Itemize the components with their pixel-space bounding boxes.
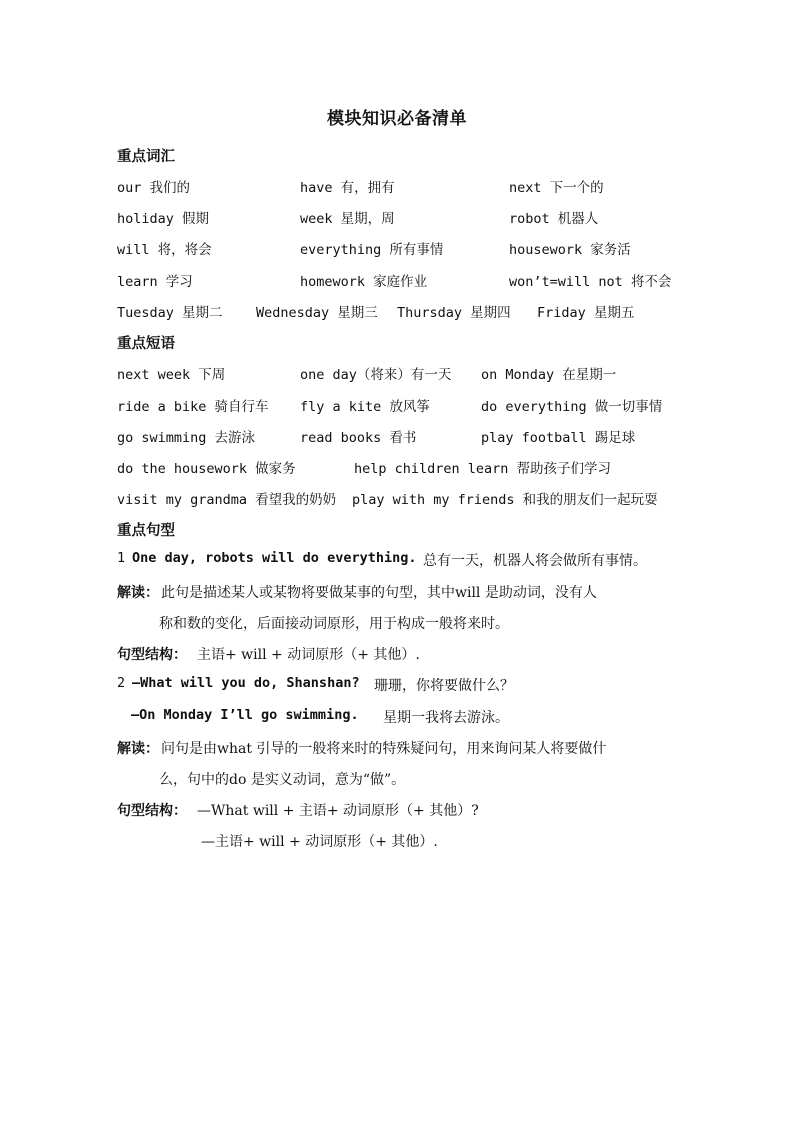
structure-text: —What will + 主语+ 动词原形（+ 其他）?: [197, 803, 479, 819]
phrase-row: [0, 395, 794, 417]
vocab-item: homework 家庭作业: [300, 274, 428, 290]
phrase-row: [0, 457, 794, 479]
phrase-item: ride a bike 骑自行车: [117, 399, 269, 415]
vocab-item: week 星期，周: [300, 211, 395, 227]
vocab-item: holiday 假期: [117, 211, 210, 227]
sentence-chinese: 星期一我将去游泳。: [383, 710, 509, 726]
vocab-item: have 有，拥有: [300, 180, 395, 196]
phrase-item: help children learn 帮助孩子们学习: [354, 461, 612, 477]
explanation-label: 解读：: [117, 585, 159, 601]
vocab-item: won’t=will not 将不会: [509, 274, 672, 290]
phrase-row: [0, 488, 794, 510]
structure-2-cont: [0, 831, 794, 853]
phrase-item: play football 踢足球: [481, 430, 636, 446]
vocab-row: [0, 176, 794, 198]
explanation-text: 么，句中的do 是实义动词，意为“做”。: [159, 772, 406, 788]
phrase-item: visit my grandma 看望我的奶奶: [117, 492, 337, 508]
sentences-heading: 重点句型: [117, 522, 175, 539]
phrase-item: play with my friends 和我的朋友们一起玩耍: [352, 492, 658, 508]
sentence-number: 1: [117, 550, 126, 566]
sentence-english: —On Monday I’ll go swimming.: [131, 707, 359, 723]
page-title: 模块知识必备清单: [327, 109, 467, 129]
phrase-item: do the housework 做家务: [117, 461, 296, 477]
phrase-item: fly a kite 放风筝: [300, 399, 430, 415]
phrase-row: [0, 363, 794, 385]
vocab-row: [0, 270, 794, 292]
vocab-row: [0, 207, 794, 229]
structure-label: 句型结构：: [117, 803, 187, 819]
vocab-item: Thursday 星期四: [397, 305, 511, 321]
vocab-item: next 下一个的: [509, 180, 604, 196]
phrase-item: read books 看书: [300, 430, 417, 446]
explanation-text: 问句是由what 引导的一般将来时的特殊疑问句，用来询问某人将要做什: [161, 741, 607, 757]
sentence-2-answer: [0, 707, 794, 729]
explanation-2: [0, 738, 794, 760]
phrase-row: [0, 426, 794, 448]
vocab-row: [0, 238, 794, 260]
vocab-item: Tuesday 星期二: [117, 305, 223, 321]
vocab-heading: 重点词汇: [117, 148, 175, 165]
explanation-1: [0, 582, 794, 604]
sentence-number: 2: [117, 675, 126, 691]
explanation-label: 解读：: [117, 741, 159, 757]
vocab-item: everything 所有事情: [300, 242, 444, 258]
vocab-item: our 我们的: [117, 180, 191, 196]
explanation-text: 称和数的变化，后面接动词原形，用于构成一般将来时。: [159, 616, 509, 632]
structure-text: 主语+ will + 动词原形（+ 其他）.: [197, 647, 420, 663]
sentence-chinese: 总有一天，机器人将会做所有事情。: [423, 553, 647, 569]
vocab-item: Wednesday 星期三: [256, 305, 378, 321]
phrases-heading: 重点短语: [117, 335, 175, 352]
sentence-1: [0, 550, 794, 572]
structure-1: [0, 644, 794, 666]
structure-text: —主语+ will + 动词原形（+ 其他）.: [201, 834, 438, 850]
vocab-item: learn 学习: [117, 274, 193, 290]
sentence-english: One day, robots will do everything.: [132, 550, 417, 566]
phrase-item: go swimming 去游泳: [117, 430, 256, 446]
explanation-1-cont: [0, 613, 794, 635]
sentence-chinese: 珊珊，你将要做什么？: [374, 678, 514, 694]
sentence-2-question: [0, 675, 794, 697]
sentence-english: —What will you do, Shanshan?: [132, 675, 360, 691]
phrase-item: next week 下周: [117, 367, 226, 383]
explanation-text: 此句是描述某人或某物将要做某事的句型，其中will 是助动词，没有人: [161, 585, 597, 601]
vocab-row: [0, 301, 794, 323]
structure-label: 句型结构：: [117, 647, 187, 663]
vocab-item: housework 家务活: [509, 242, 631, 258]
vocab-item: will 将，将会: [117, 242, 212, 258]
vocab-item: robot 机器人: [509, 211, 599, 227]
explanation-2-cont: [0, 769, 794, 791]
phrase-item: do everything 做一切事情: [481, 399, 663, 415]
phrase-item: one day（将来）有一天: [300, 367, 452, 383]
vocab-item: Friday 星期五: [537, 305, 635, 321]
phrase-item: on Monday 在星期一: [481, 367, 617, 383]
structure-2: [0, 800, 794, 822]
